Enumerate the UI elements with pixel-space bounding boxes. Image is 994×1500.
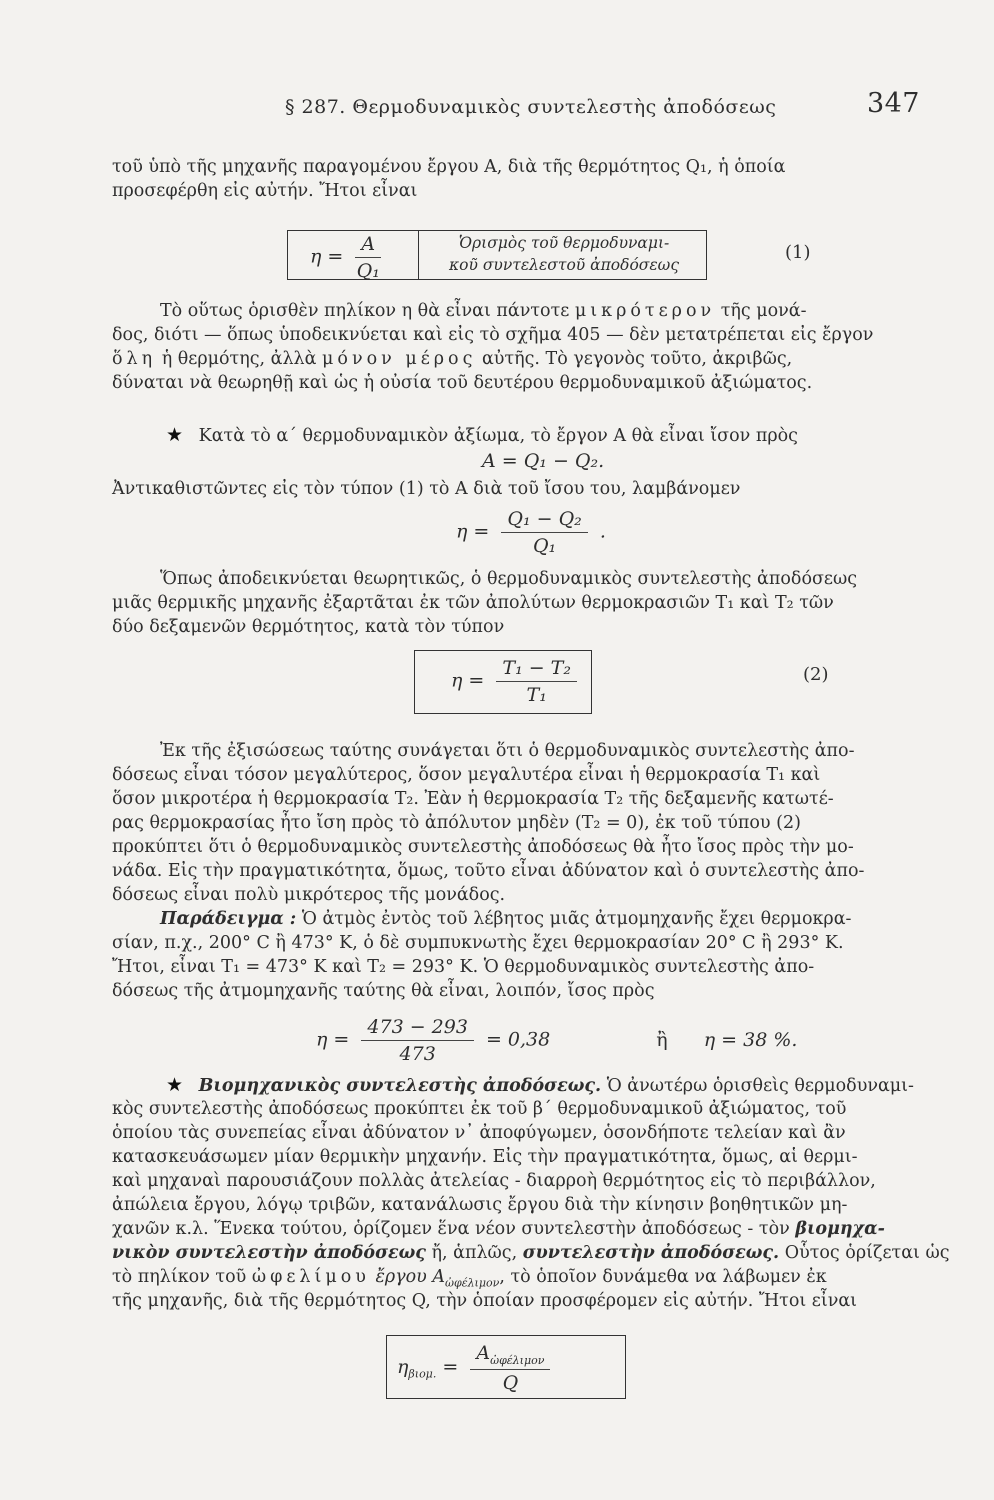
equation-box [414, 650, 592, 714]
emphasis-text: ὠφελίμου [251, 1267, 370, 1287]
text-span: ἔργου A [375, 1267, 446, 1287]
text-line: κατασκευάσωμεν μίαν θερμικὴν μηχανήν. Εἰς τὴν πραγματικότητα, ὅμως, αἱ θερμι- [112, 1147, 858, 1167]
text-line: ὅσον μικροτέρα ἡ θερμοκρασία T₂. Ἐὰν ἡ θερμοκρασία T₂ τῆς δεξαμενῆς κατωτέ- [112, 789, 834, 809]
text-line [166, 1074, 914, 1097]
fraction [361, 1016, 474, 1065]
star-icon: ★ [166, 424, 184, 446]
text-span: τῆς μονά- [720, 301, 807, 321]
emphasis-text: μικρότερον [574, 301, 716, 321]
numerator-symbol: A [476, 1342, 491, 1364]
label-line: κοῦ συντελεστοῦ ἀποδόσεως [448, 256, 679, 274]
text-span: Κατὰ τὸ α΄ θερμοδυναμικὸν ἀξίωμα, τὸ ἔργον A θὰ εἶναι ἴσον πρὸς [198, 426, 798, 446]
text-line: δόσεως εἶναι πολὺ μικρότερος τῆς μονάδος. [112, 885, 506, 905]
example-label: Παράδειγμα : [160, 909, 297, 929]
eq-or: ἢ [656, 1028, 668, 1051]
text-line: καὶ μηχαναὶ παρουσιάζουν πολλὰς ἀτελείας - διαρροὴ θερμότητος εἰς τὸ περιβάλλον, [112, 1171, 876, 1191]
text-span: ἤ, ἁπλῶς, [431, 1243, 518, 1263]
text-line: ρας θερμοκρασίας ἦτο ἴση πρὸς τὸ ἀπόλυτον μηδὲν (T₂ = 0), ἐκ τοῦ τύπου (2) [112, 813, 801, 833]
eq-lhs: η [397, 1355, 409, 1378]
text-line [166, 424, 884, 447]
text-line: Ὅπως ἀποδεικνύεται θεωρητικῶς, ὁ θερμοδυναμικὸς συντελεστὴς ἀποδόσεως [160, 569, 858, 589]
section-label: Βιομηχανικὸς συντελεστὴς ἀποδόσεως. [198, 1076, 602, 1096]
eq-rhs: = 0,38 [485, 1028, 551, 1051]
text-span: αὐτῆς. Τὸ γεγονὸς τοῦτο, ἀκριβῶς, [481, 349, 793, 369]
text-line: ὁποίου τὰς συνεπείας εἶναι ἀδύνατον ν᾿ ἀποφύγωμεν, ὁσονδήποτε τελείαν καὶ ἂν [112, 1123, 846, 1143]
eq-percent: η = 38 %. [703, 1028, 798, 1051]
fraction-numerator: 473 − 293 [361, 1016, 474, 1041]
equation-2 [451, 657, 583, 706]
equation-number: (1) [785, 242, 811, 263]
text-span: ἡ θερμότης, ἀλλὰ [161, 349, 317, 369]
eq-lhs: η = [316, 1028, 350, 1051]
equation-box [386, 1335, 626, 1399]
text-line [112, 348, 884, 370]
subscript: βιομ. [408, 1367, 437, 1381]
fraction-denominator: T₁ [526, 684, 547, 706]
text-line: δος, διότι — ὅπως ὑποδεικνύεται καὶ εἰς τὸ σχῆμα 405 — δὲν μετατρέπεται εἰς ἔργον [112, 325, 874, 345]
definition-box [287, 230, 707, 280]
text-line: Ἤτοι, εἶναι T₁ = 473° K καὶ T₂ = 293° K. Ὁ θερμοδυναμικὸς συντελεστὴς ἀπο- [112, 957, 815, 977]
text-line: νάδα. Εἰς τὴν πραγματικότητα, ὅμως, τοῦτο εἶναι ἀδύνατον καὶ ὁ συντελεστὴς ἀπο- [112, 861, 865, 881]
label-line: Ὁρισμὸς τοῦ θερμοδυναμι- [458, 234, 670, 252]
text-line [112, 300, 884, 322]
text-span: , τὸ ὁποῖον δυνάμεθα να λάβωμεν ἐκ [499, 1267, 827, 1287]
equation-3 [397, 1342, 556, 1394]
text-line: δόσεως τῆς ἀτμομηχανῆς ταύτης θὰ εἶναι, λοιπόν, ἴσος πρὸς [112, 981, 655, 1001]
emphasis-text: ὅλη [112, 349, 157, 369]
fraction [501, 508, 587, 557]
text-span: Ὁ ἀτμὸς ἐντὸς τοῦ λέβητος μιᾶς ἀτμομηχανῆς ἔχει θερμοκρα- [301, 909, 852, 929]
box-divider [418, 231, 419, 279]
emphasis-text: μόνον μέρος [322, 349, 477, 369]
text-span: τὸ πηλίκον τοῦ [112, 1267, 247, 1287]
eq-lhs: η = [310, 245, 344, 268]
text-line [112, 908, 884, 930]
eq-lhs: η = [456, 520, 490, 543]
subscript: ὠφέλιμον [445, 1276, 500, 1290]
emphasis-text: βιομηχα- [795, 1219, 885, 1239]
fraction-numerator: A [355, 233, 381, 258]
text-line: Ἐκ τῆς ἐξισώσεως ταύτης συνάγεται ὅτι ὁ θερμοδυναμικὸς συντελεστὴς ἀπο- [160, 741, 855, 761]
text-span: Ὁ ἀνωτέρω ὁρισθεὶς θερμοδυναμι- [606, 1076, 914, 1096]
text-line: κὸς συντελεστὴς ἀποδόσεως προκύπτει ἐκ τοῦ β΄ θερμοδυναμικοῦ ἀξιώματος, τοῦ [112, 1099, 847, 1119]
fraction-denominator: Q [502, 1371, 519, 1394]
equation-number: (2) [803, 664, 829, 685]
fraction-denominator: 473 [399, 1043, 436, 1065]
text-line: δύναται νὰ θεωρηθῇ καὶ ὡς ἡ οὐσία τοῦ δευτέρου θερμοδυναμικοῦ ἀξιώματος. [112, 373, 813, 393]
text-line: τῆς μηχανῆς, διὰ τῆς θερμότητος Q, τὴν ὁποίαν προσφέρομεν εἰς αὐτήν. Ἤτοι εἶναι [112, 1291, 858, 1311]
section-title: § 287. Θερμοδυναμικὸς συντελεστὴς ἀποδόσεως [285, 96, 777, 118]
emphasis-text: συντελεστὴν ἀποδόσεως. [522, 1243, 780, 1263]
fraction [355, 233, 381, 282]
eq-lhs: η = [451, 669, 485, 692]
text-line: προκύπτει ὅτι ὁ θερμοδυναμικὸς συντελεστὴς ἀποδόσεως θὰ ἦτο ἴσος πρὸς τὴν μο- [112, 837, 854, 857]
fraction-denominator: Q₁ [532, 535, 557, 557]
text-span: χανῶν κ.λ. Ἕνεκα τούτου, ὁρίζομεν ἕνα νέον συντελεστὴν ἀποδόσεως - τὸν [112, 1219, 790, 1239]
equation-energy: A = Q₁ − Q₂. [482, 450, 605, 472]
example-equation [316, 1016, 797, 1065]
fraction-denominator: Q₁ [356, 260, 380, 282]
text-line: προσεφέρθη εἰς αὐτήν. Ἤτοι εἶναι [112, 181, 418, 201]
page-number: 347 [866, 88, 920, 119]
emphasis-text: νικὸν συντελεστὴν ἀποδόσεως [112, 1243, 426, 1263]
text-line [112, 1218, 884, 1240]
fraction-numerator [470, 1342, 550, 1370]
text-span: Τὸ οὕτως ὁρισθὲν πηλίκον η θὰ εἶναι πάντοτε [160, 301, 570, 321]
eq-sign: = [442, 1355, 459, 1378]
fraction-numerator: Q₁ − Q₂ [501, 508, 587, 533]
eq-end: . [599, 520, 606, 543]
text-line: τοῦ ὑπὸ τῆς μηχανῆς παραγομένου ἔργου A, διὰ τῆς θερμότητος Q₁, ἡ ὁποία [112, 157, 786, 177]
equation-efficiency-heat [456, 508, 606, 557]
text-span: Οὗτος ὁρίζεται ὡς [784, 1243, 950, 1263]
definition-label [424, 232, 704, 276]
text-line: δόσεως εἶναι τόσον μεγαλύτερος, ὅσον μεγαλυτέρα εἶναι ἡ θερμοκρασία T₁ καὶ [112, 765, 821, 785]
star-icon: ★ [166, 1074, 184, 1096]
equation-1 [310, 233, 387, 282]
text-line: ἀπώλεια ἔργου, λόγῳ τριβῶν, κατανάλωσις ἔργου διὰ τὴν κίνησιν βοηθητικῶν μη- [112, 1195, 848, 1215]
text-line: δύο δεξαμενῶν θερμότητος, κατὰ τὸν τύπον [112, 617, 505, 637]
text-line: μιᾶς θερμικῆς μηχανῆς ἐξαρτᾶται ἐκ τῶν ἀπολύτων θερμοκρασιῶν T₁ καὶ T₂ τῶν [112, 593, 834, 613]
subscript: ὠφέλιμον [490, 1353, 545, 1367]
fraction [470, 1342, 550, 1394]
fraction [496, 657, 577, 706]
text-line: Ἀντικαθιστῶντες εἰς τὸν τύπον (1) τὸ A διὰ τοῦ ἴσου του, λαμβάνομεν [112, 479, 741, 499]
text-line [112, 1242, 950, 1264]
text-line: σίαν, π.χ., 200° C ἢ 473° K, ὁ δὲ συμπυκνωτὴς ἔχει θερμοκρασίαν 20° C ἢ 293° K. [112, 933, 844, 953]
fraction-numerator: T₁ − T₂ [496, 657, 577, 682]
